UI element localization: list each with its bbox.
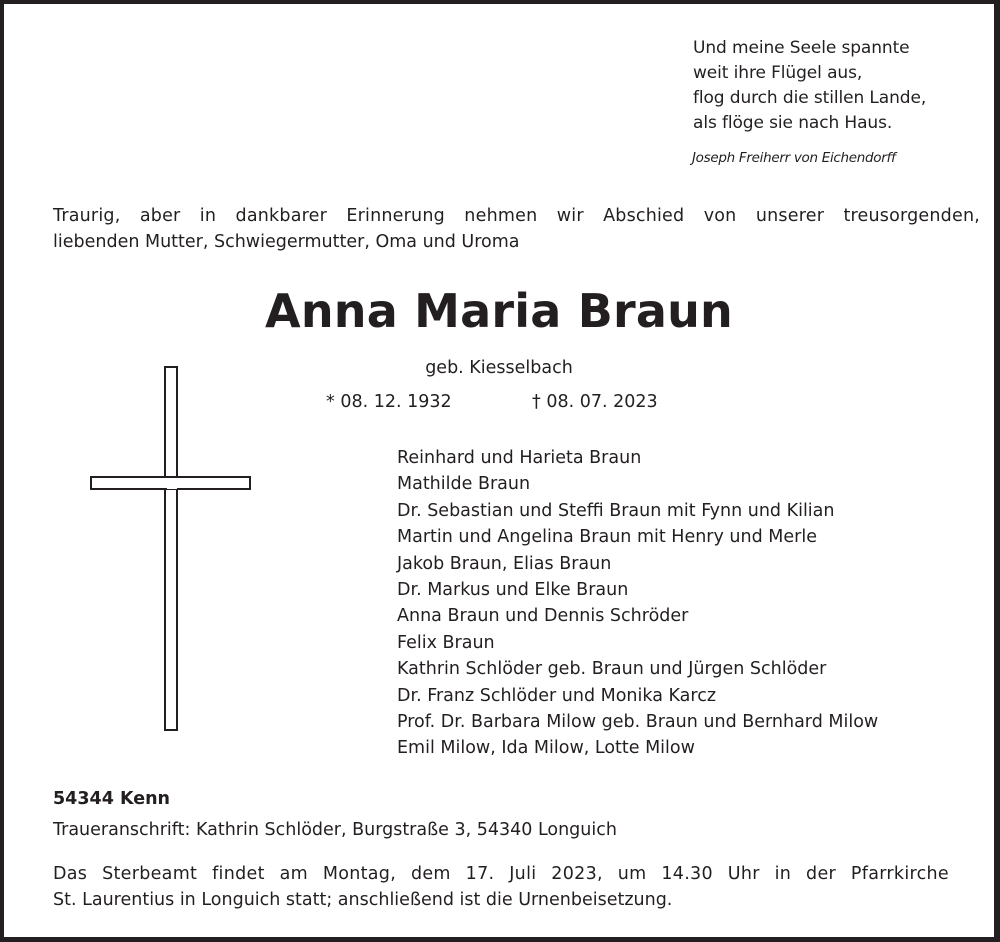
intro-line: Traurig, aber in dankbarer Erinnerung nehmen wir Abschied von unserer treusorgenden,	[53, 206, 980, 226]
mourner: Kathrin Schlöder geb. Braun und Jürgen Schlöder	[397, 659, 827, 680]
poem-line: weit ihre Flügel aus,	[693, 63, 863, 83]
poem-line: flog durch die stillen Lande,	[693, 88, 927, 108]
obituary-notice	[4, 4, 994, 937]
maiden-name: geb. Kiesselbach	[425, 358, 573, 378]
service-line: St. Laurentius in Longuich statt; anschließend ist die Urnenbeisetzung.	[53, 890, 673, 910]
town: 54344 Kenn	[53, 789, 171, 809]
poem-line: als flöge sie nach Haus.	[693, 113, 893, 133]
mourner: Prof. Dr. Barbara Milow geb. Braun und Bernhard Milow	[397, 712, 879, 733]
mourner: Jakob Braun, Elias Braun	[397, 553, 612, 574]
mourner: Martin und Angelina Braun mit Henry und Merle	[397, 527, 817, 548]
mourner: Reinhard und Harieta Braun	[397, 448, 642, 468]
mourner: Anna Braun und Dennis Schröder	[397, 606, 689, 627]
mourner: Dr. Markus und Elke Braun	[397, 580, 629, 601]
intro-text	[53, 203, 980, 255]
mourning-address: Traueranschrift: Kathrin Schlöder, Burgstraße 3, 54340 Longuich	[53, 820, 617, 840]
service-info	[53, 861, 949, 913]
poem	[693, 36, 926, 136]
mourner: Felix Braun	[397, 632, 495, 653]
poem-line: Und meine Seele spannte	[693, 38, 910, 58]
poem-author: Joseph Freiherr von Eichendorff	[692, 150, 896, 166]
mourner: Dr. Sebastian und Steffi Braun mit Fynn und Kilian	[397, 500, 835, 521]
service-line: Das Sterbeamt findet am Montag, dem 17. Juli 2023, um 14.30 Uhr in der Pfarrkirche	[53, 864, 949, 884]
mourner: Emil Milow, Ida Milow, Lotte Milow	[397, 738, 695, 759]
mourner: Dr. Franz Schlöder und Monika Karcz	[397, 685, 716, 706]
cross-vertical-bar	[164, 366, 178, 731]
cross-intersection	[167, 479, 177, 489]
death-date: † 08. 07. 2023	[532, 392, 658, 412]
intro-line: liebenden Mutter, Schwiegermutter, Oma und Uroma	[53, 232, 520, 252]
mourners-list	[397, 445, 878, 762]
birth-date: * 08. 12. 1932	[326, 392, 452, 412]
deceased-name: Anna Maria Braun	[265, 284, 733, 338]
mourner: Mathilde Braun	[397, 474, 531, 495]
